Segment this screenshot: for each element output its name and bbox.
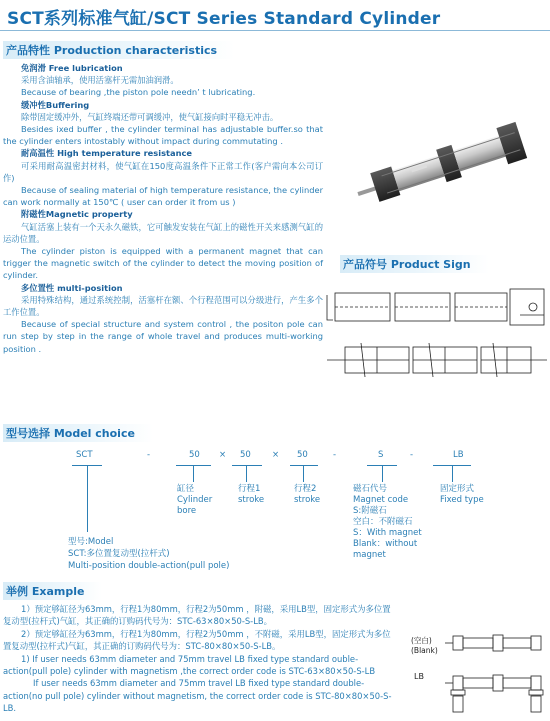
feature-en: The cylinder piston is equipped with a permanent magnet that can trigger the magnetic switch of the cylinder to detect the moving position of cylinder. [3,246,323,281]
feature-heading: 附磁性Magnetic property [21,209,133,220]
feature-cn: 采用特殊结构，通过系统控制，活塞杆在额、个行程范围可以分级进行，产生多个工作位置。 [3,294,323,318]
example-line: 2）预定够缸径为63mm，行程1为80mm，行程2为50mm ，不附磁，采用LB型，固定形式为多位置复动型(拉杆式)气缸，其正确的订购码代号为：STC-80×80×50-S-LB。 [3,628,391,652]
blank-label: (空白) (Blank) [411,636,438,655]
cylinder-photo [350,110,545,210]
feature-en: Because of sealing material of high temperature resistance, the cylinder can work normally at 150℃ ( user can order it from us ) [3,185,323,208]
feature-en: Besides ixed buffer , the cylinder terminal has adjustable buffer.so that the cylinder enters intostably without impact during commutating . [3,124,323,147]
magnet-code-label: 磁石代号 Magnet code S:附磁石 空白：不附磁石 S：With magnet Blank：without magnet [353,484,422,560]
example-line: 1) If user needs 63mm diameter and 75mm travel LB fixed type standard ouble-action(pull pole) cylinder with magnetism ,the correct order code is STC-63×80×50-S-LB [3,653,376,677]
product-sign-symbol [325,285,547,380]
feature-en: Because of special structure and system control , the positon pole can run step by step in the range of whole travel and produces multi-working position . [3,319,323,354]
feature-heading: 多位置性 multi-position [21,282,123,293]
lb-label: LB [414,672,424,681]
code-model: SCT [76,450,93,460]
code-sep: - [333,450,337,460]
code-times: × [272,450,280,460]
fixed-type-label: 固定形式 Fixed type [440,484,484,505]
model-choice-heading: 型号选择 Model choice [3,424,153,442]
code-stroke2: 50 [297,450,308,460]
code-leader [246,466,247,482]
code-leader [382,466,383,482]
product-sign-heading: 产品符号 Product Sign [340,255,489,273]
bore-label: 缸径 Cylinder bore [177,484,213,516]
stroke1-label: 行程1 stroke [238,484,265,505]
example-line: If user needs 63mm diameter and 75mm travel LB fixed type standard double-action(no pull pole) cylinder without magnetism, the correct order code is STC-80×80×50-S-LB. [3,678,392,714]
code-underline [290,465,318,466]
example-cylinder-drawings [445,630,545,718]
code-leader [193,466,194,482]
feature-cn: 气缸活塞上装有一个天永久磁铁，它可触发安装在气缸上的磁性开关来感测气缸的运动位置。 [3,221,323,244]
code-sep: - [410,450,414,460]
code-magnet: S [378,450,384,460]
title-divider [0,30,550,31]
feature-cn: 采用含油轴承，使用活塞杆无需加油润滑。 [21,75,179,86]
model-label: 型号:Model SCT:多位置复动型(拉杆式) Multi-position double-action(pull pole) [68,537,230,571]
feature-en: Because of bearing ,the piston pole needn’ t lubricating. [21,87,256,98]
feature-heading: 免润滑 Free lubrication [21,63,123,73]
code-stroke1: 50 [240,450,251,460]
code-times: × [219,450,227,460]
feature-cn: 可采用耐高温密封材料，使气缸在150度高温条件下正常工作(客户需向本公司订作) [3,160,323,183]
feature-heading: 耐高温性 High temperature resistance [21,148,193,159]
feature-heading: 缓冲性Buffering [21,99,90,110]
feature-list [3,62,323,355]
code-leader [87,466,88,532]
code-leader [303,466,304,482]
code-leader [452,466,453,482]
feature-cn: 除带固定缓冲外，气缸终端还带可调缓冲，使气缸接向时平稳无冲击。 [21,111,279,122]
code-fixed: LB [453,450,464,460]
stroke2-label: 行程2 stroke [294,484,321,505]
code-bore: 50 [189,450,200,460]
page-title: SCT系列标准气缸/SCT Series Standard Cylinder [7,9,441,29]
example-heading: 举例 Example [3,582,102,600]
code-underline [232,465,262,466]
code-sep: - [147,450,151,460]
example-text [3,603,398,715]
example-line: 1）预定够缸径为63mm，行程1为80mm，行程2为50mm ，附磁，采用LB型，固定形式为多位置复动型(拉杆式)气缸，其正确的订购码代号为：STC-63×80×50-S-LB。 [3,604,391,627]
production-heading: 产品特性 Production characteristics [3,41,235,59]
